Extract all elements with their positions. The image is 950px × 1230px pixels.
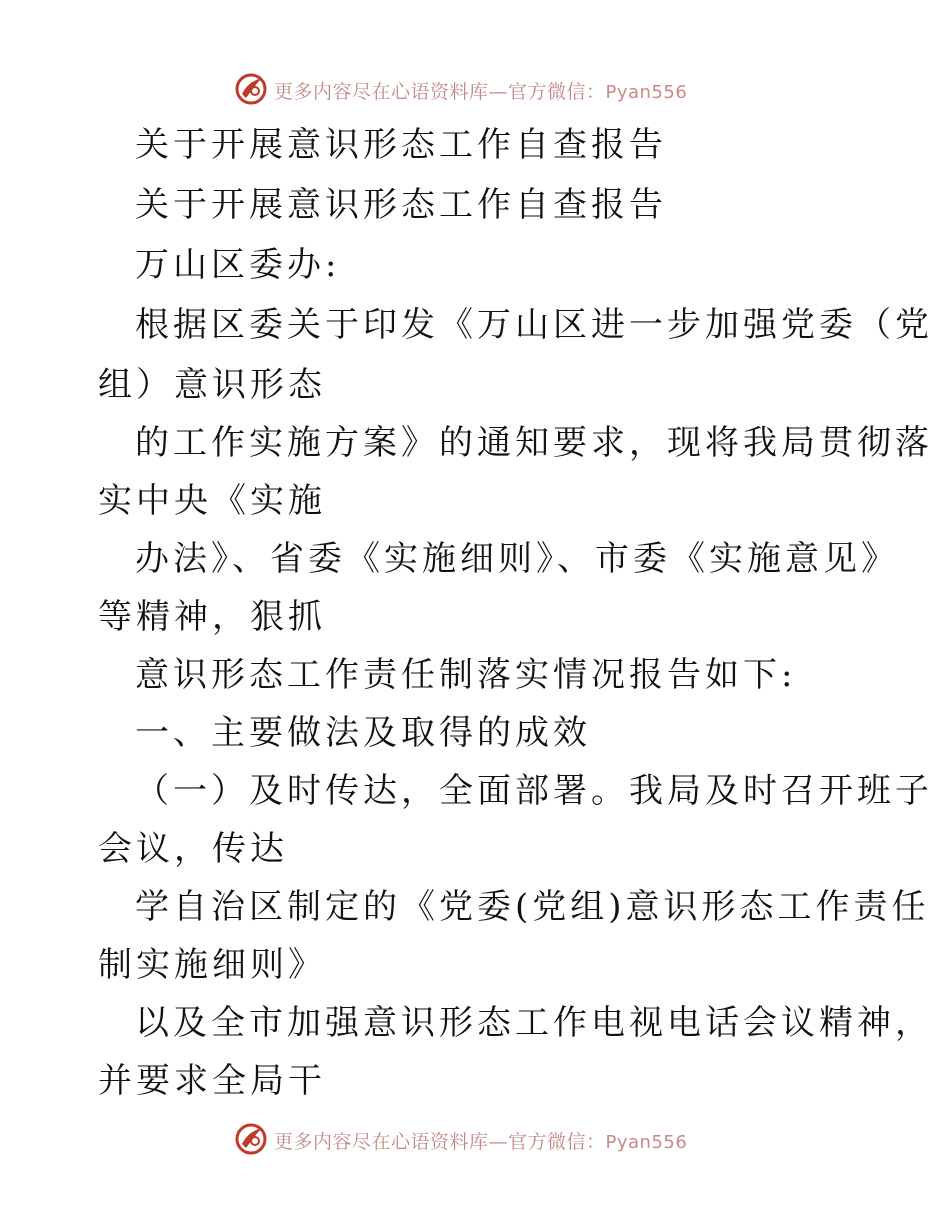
watermark-handle: Pyan556	[605, 82, 688, 103]
paragraph-line: 实中央《实施	[98, 481, 326, 521]
paragraph-line: 意识形态工作责任制落实情况报告如下:	[135, 655, 797, 695]
paragraph-line: 组）意识形态	[98, 365, 326, 405]
watermark-brand: 更多内容尽在心语资料库—官方微信：	[274, 81, 606, 103]
watermark-banner-top	[0, 70, 950, 110]
paragraph-line: 学自治区制定的《党委(党组)意识形态工作责任	[135, 887, 930, 927]
ribbon-logo-icon	[234, 1122, 268, 1156]
paragraph-line: （一）及时传达，全面部署。我局及时召开班子	[135, 771, 933, 811]
watermark-text	[274, 77, 687, 104]
paragraph-line: 并要求全局干	[98, 1061, 326, 1101]
doc-title: 关于开展意识形态工作自查报告	[135, 125, 667, 165]
paragraph-line: 根据区委关于印发《万山区进一步加强党委（党	[135, 305, 933, 345]
paragraph-line: 等精神，狠抓	[98, 597, 326, 637]
watermark-text	[274, 1127, 687, 1154]
section-heading: 一、主要做法及取得的成效	[135, 713, 591, 753]
paragraph-line: 会议，传达	[98, 829, 288, 869]
paragraph-line: 制实施细则》	[98, 945, 326, 985]
watermark-brand: 更多内容尽在心语资料库—官方微信：	[274, 1131, 606, 1153]
paragraph-line: 的工作实施方案》的通知要求，现将我局贯彻落	[135, 423, 933, 463]
watermark-banner-bottom	[0, 1120, 950, 1160]
paragraph-line: 以及全市加强意识形态工作电视电话会议精神，	[135, 1003, 933, 1043]
watermark-handle: Pyan556	[605, 1132, 688, 1153]
ribbon-logo-icon	[234, 72, 268, 106]
doc-title-repeat: 关于开展意识形态工作自查报告	[135, 185, 667, 225]
paragraph-line: 办法》、省委《实施细则》、市委《实施意见》	[135, 539, 899, 579]
doc-addressee: 万山区委办:	[135, 245, 341, 285]
